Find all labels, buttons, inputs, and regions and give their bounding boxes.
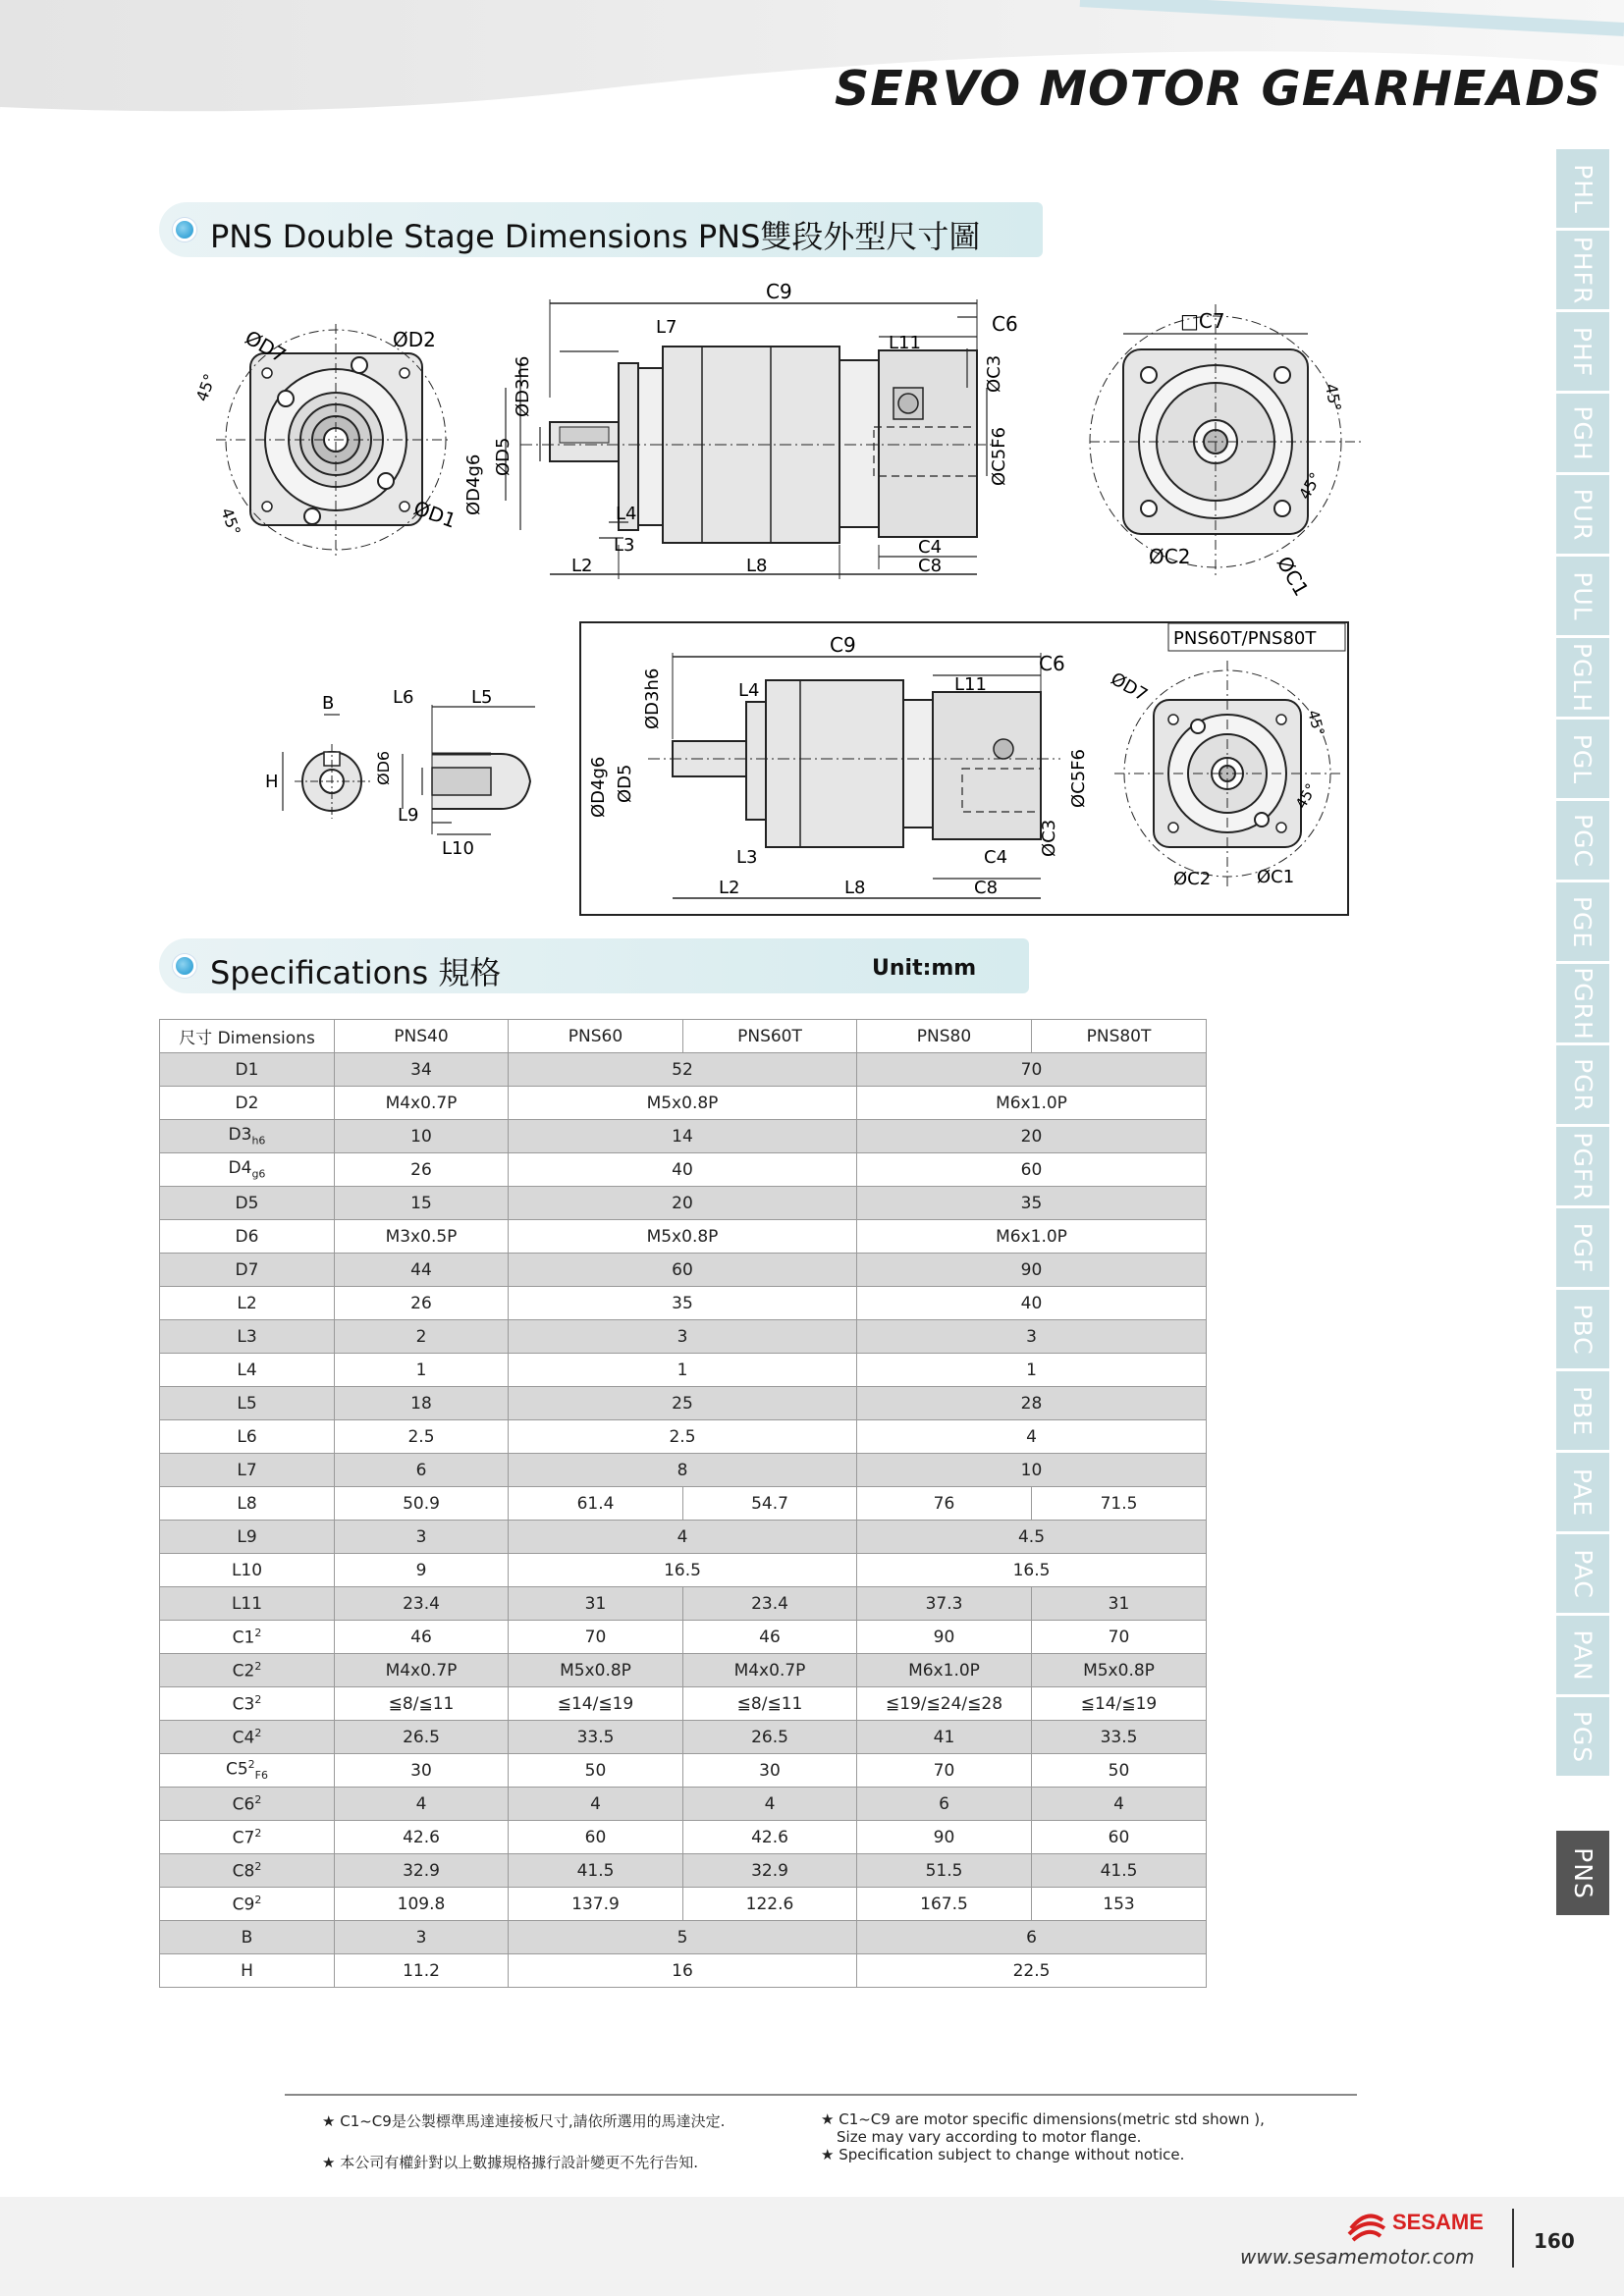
tab-label: PGLH	[1568, 642, 1597, 713]
tab-pul[interactable]	[1556, 557, 1609, 635]
table-cell: 30	[683, 1754, 857, 1788]
table-row	[160, 1053, 1207, 1087]
row-label: $C8^2$	[160, 1854, 335, 1888]
row-label: L5	[160, 1387, 335, 1420]
table-cell: 26.5	[683, 1721, 857, 1754]
row-label: $D4_{g6}$	[160, 1153, 335, 1187]
section-header-dimensions	[159, 202, 1043, 257]
label-l11-alt: L11	[954, 674, 987, 695]
label-l7: L7	[656, 317, 677, 338]
table-row	[160, 1320, 1207, 1354]
table-cell: 1	[335, 1354, 509, 1387]
page-title: SERVO MOTOR GEARHEADS	[835, 61, 1602, 117]
table-cell: 41.5	[509, 1854, 683, 1888]
table-row	[160, 1921, 1207, 1954]
row-label: D1	[160, 1053, 335, 1087]
table-cell: ≦14/≦19	[1032, 1687, 1207, 1721]
table-cell: 6	[857, 1921, 1207, 1954]
table-row	[160, 1687, 1207, 1721]
row-label: L4	[160, 1354, 335, 1387]
label-d2: ØD2	[393, 328, 436, 351]
table-cell: 10	[857, 1454, 1207, 1487]
table-cell: 31	[1032, 1587, 1207, 1621]
table-cell: ≦8/≦11	[335, 1687, 509, 1721]
table-cell: 31	[509, 1587, 683, 1621]
label-c7: □C7	[1180, 309, 1225, 333]
table-cell: M5x0.8P	[509, 1087, 857, 1120]
brand-name: SESAME	[1392, 2210, 1484, 2234]
label-c5: ØC5F6	[989, 427, 1009, 486]
unit-label: Unit:mm	[872, 956, 977, 981]
label-d1: ØD1	[410, 496, 460, 533]
page-number-divider	[1512, 2209, 1514, 2268]
table-cell: 25	[509, 1387, 857, 1420]
table-row	[160, 1587, 1207, 1621]
table-cell: 50	[1032, 1754, 1207, 1788]
tab-pac[interactable]	[1556, 1534, 1609, 1613]
label-45-lower-right: 45°	[1295, 468, 1326, 503]
tab-pgr[interactable]	[1556, 1045, 1609, 1124]
label-l9: L9	[398, 805, 419, 826]
table-cell: 46	[335, 1621, 509, 1654]
label-45-lower: 45°	[217, 505, 244, 539]
table-cell: 4	[1032, 1788, 1207, 1821]
label-l2: L2	[571, 556, 593, 576]
table-cell: 16.5	[857, 1554, 1207, 1587]
table-cell: 109.8	[335, 1888, 509, 1921]
label-c5-alt: ØC5F6	[1068, 749, 1089, 808]
table-row	[160, 1654, 1207, 1687]
table-cell: 10	[335, 1120, 509, 1153]
table-row	[160, 1354, 1207, 1387]
table-cell: 15	[335, 1187, 509, 1220]
table-cell: 153	[1032, 1888, 1207, 1921]
section-header-specifications	[159, 938, 1029, 993]
label-d5-alt: ØD5	[615, 764, 635, 803]
label-c6: C6	[992, 312, 1018, 336]
table-cell: 35	[509, 1287, 857, 1320]
table-cell: M6x1.0P	[857, 1654, 1032, 1687]
tab-phf[interactable]	[1556, 312, 1609, 391]
table-row	[160, 1387, 1207, 1420]
label-45-upper: 45°	[191, 371, 220, 404]
row-label: L10	[160, 1554, 335, 1587]
tab-label: PGF	[1568, 1222, 1597, 1273]
label-c8: C8	[918, 556, 943, 576]
tab-pbe[interactable]	[1556, 1371, 1609, 1450]
table-cell: 20	[509, 1187, 857, 1220]
table-cell: 42.6	[683, 1821, 857, 1854]
table-cell: 40	[509, 1153, 857, 1187]
section-title: PNS Double Stage Dimensions PNS雙段外型尺寸圖	[210, 218, 981, 255]
table-row	[160, 1888, 1207, 1921]
table-cell: 8	[509, 1454, 857, 1487]
table-row	[160, 1754, 1207, 1788]
table-row	[160, 1153, 1207, 1187]
table-cell: 16	[509, 1954, 857, 1988]
table-cell: 4	[335, 1788, 509, 1821]
tab-phl[interactable]	[1556, 149, 1609, 228]
label-l5: L5	[471, 687, 493, 708]
table-cell: 71.5	[1032, 1487, 1207, 1521]
tab-pgs[interactable]	[1556, 1697, 1609, 1776]
label-c2: ØC2	[1149, 545, 1191, 568]
table-cell: 4	[509, 1788, 683, 1821]
tab-label: PGRH	[1568, 966, 1597, 1041]
table-header-cell: 尺寸 Dimensions	[160, 1020, 335, 1053]
label-c2-alt: ØC2	[1173, 869, 1212, 889]
row-label: $C1^2$	[160, 1621, 335, 1654]
label-c3-alt: ØC3	[1039, 819, 1059, 857]
table-cell: 54.7	[683, 1487, 857, 1521]
bullet-icon	[173, 954, 196, 978]
table-cell: 2.5	[509, 1420, 857, 1454]
note-en-1b: Size may vary according to motor flange.	[837, 2128, 1142, 2146]
table-cell: 167.5	[857, 1888, 1032, 1921]
table-cell: 28	[857, 1387, 1207, 1420]
row-label: D2	[160, 1087, 335, 1120]
tab-label: PGE	[1568, 895, 1597, 948]
label-d5: ØD5	[493, 437, 514, 476]
table-row	[160, 1721, 1207, 1754]
table-cell: 3	[509, 1320, 857, 1354]
tab-label: PHF	[1568, 326, 1597, 377]
table-cell: 60	[1032, 1821, 1207, 1854]
tab-pgc[interactable]	[1556, 801, 1609, 880]
label-45-alt-lower: 45°	[1291, 779, 1321, 812]
table-row	[160, 1487, 1207, 1521]
tab-pan[interactable]	[1556, 1616, 1609, 1694]
table-row	[160, 1287, 1207, 1320]
table-cell: 3	[857, 1320, 1207, 1354]
table-cell: 3	[335, 1521, 509, 1554]
label-c1-alt: ØC1	[1257, 867, 1295, 887]
tab-label: PUR	[1568, 488, 1597, 541]
row-label: $C5^2_{F6}$	[160, 1754, 335, 1788]
table-cell: 14	[509, 1120, 857, 1153]
row-label: L6	[160, 1420, 335, 1454]
table-cell: 76	[857, 1487, 1032, 1521]
table-cell: 5	[509, 1921, 857, 1954]
table-cell: 4	[857, 1420, 1207, 1454]
tab-label: PGFR	[1568, 1131, 1597, 1201]
table-cell: 61.4	[509, 1487, 683, 1521]
table-header-row	[160, 1020, 1207, 1053]
row-label: $C3^2$	[160, 1687, 335, 1721]
label-d3: ØD3h6	[513, 355, 533, 417]
tab-pgf[interactable]	[1556, 1208, 1609, 1287]
table-cell: 4	[683, 1788, 857, 1821]
table-row	[160, 1254, 1207, 1287]
section-title: Specifications 規格	[210, 954, 502, 991]
label-l3: L3	[614, 535, 635, 556]
table-header-cell: PNS80	[857, 1020, 1032, 1053]
table-cell: 90	[857, 1821, 1032, 1854]
note-en-1a: ★ C1~C9 are motor specific dimensions(metric std shown ),	[821, 2110, 1265, 2128]
table-cell: 16.5	[509, 1554, 857, 1587]
table-cell: 2	[335, 1320, 509, 1354]
table-row	[160, 1854, 1207, 1888]
side-view-labels	[461, 280, 1018, 598]
tab-phfr[interactable]	[1556, 231, 1609, 309]
table-cell: 2.5	[335, 1420, 509, 1454]
table-cell: 90	[857, 1621, 1032, 1654]
row-label: L2	[160, 1287, 335, 1320]
label-d7: ØD7	[241, 325, 291, 368]
table-cell: M5x0.8P	[1032, 1654, 1207, 1687]
table-cell: 6	[335, 1454, 509, 1487]
table-cell: 34	[335, 1053, 509, 1087]
notes-divider	[285, 2094, 1357, 2096]
table-cell: 30	[335, 1754, 509, 1788]
table-cell: 3	[335, 1921, 509, 1954]
table-cell: M3x0.5P	[335, 1220, 509, 1254]
label-l4: L4	[616, 504, 637, 524]
table-row	[160, 1454, 1207, 1487]
table-cell: 70	[857, 1754, 1032, 1788]
table-cell: 137.9	[509, 1888, 683, 1921]
table-cell: M5x0.8P	[509, 1220, 857, 1254]
label-h: H	[265, 772, 279, 792]
table-cell: 70	[509, 1621, 683, 1654]
tab-label: PHFR	[1568, 236, 1597, 304]
table-cell: 122.6	[683, 1888, 857, 1921]
table-cell: M4x0.7P	[335, 1654, 509, 1687]
table-cell: 42.6	[335, 1821, 509, 1854]
tab-label: PBC	[1568, 1303, 1597, 1356]
table-cell: 4.5	[857, 1521, 1207, 1554]
table-cell: 46	[683, 1621, 857, 1654]
table-cell: 70	[857, 1053, 1207, 1087]
label-c4-alt: C4	[984, 847, 1008, 868]
label-c8-alt: C8	[974, 878, 999, 898]
label-d4-alt: ØD4g6	[588, 756, 609, 818]
tab-label: PGR	[1568, 1057, 1597, 1112]
table-row	[160, 1954, 1207, 1988]
website[interactable]: www.sesamemotor.com	[1240, 2245, 1475, 2269]
table-row	[160, 1821, 1207, 1854]
table-cell: ≦8/≦11	[683, 1687, 857, 1721]
table-cell: 50	[509, 1754, 683, 1788]
page-number: 160	[1534, 2229, 1575, 2253]
table-cell: 9	[335, 1554, 509, 1587]
table-row	[160, 1220, 1207, 1254]
tab-pgh[interactable]	[1556, 394, 1609, 472]
tab-label: PGL	[1568, 733, 1597, 784]
label-d3-alt: ØD3h6	[642, 667, 663, 729]
label-l2-alt: L2	[719, 878, 740, 898]
table-cell: 26.5	[335, 1721, 509, 1754]
row-label: D7	[160, 1254, 335, 1287]
table-cell: 60	[509, 1821, 683, 1854]
row-label: L9	[160, 1521, 335, 1554]
table-cell: 40	[857, 1287, 1207, 1320]
tab-pgfr[interactable]	[1556, 1127, 1609, 1205]
tab-pbc[interactable]	[1556, 1290, 1609, 1368]
table-header-cell: PNS60	[509, 1020, 683, 1053]
table-cell: 11.2	[335, 1954, 509, 1988]
table-cell: 6	[857, 1788, 1032, 1821]
table-cell: M6x1.0P	[857, 1220, 1207, 1254]
label-45-upper-right: 45°	[1322, 382, 1345, 413]
tab-pgrh[interactable]	[1556, 964, 1609, 1042]
table-cell: 22.5	[857, 1954, 1207, 1988]
table-cell: 33.5	[1032, 1721, 1207, 1754]
table-cell: 32.9	[683, 1854, 857, 1888]
bullet-icon	[173, 218, 196, 241]
label-c3: ØC3	[984, 354, 1004, 393]
table-row	[160, 1120, 1207, 1153]
tab-pgl[interactable]	[1556, 720, 1609, 798]
table-cell: 26	[335, 1153, 509, 1187]
label-c9: C9	[766, 280, 792, 303]
label-l10: L10	[442, 838, 474, 859]
row-label: $C4^2$	[160, 1721, 335, 1754]
tab-pge[interactable]	[1556, 882, 1609, 961]
tab-pns-active[interactable]	[1556, 1831, 1609, 1915]
tab-label: PGS	[1568, 1710, 1597, 1763]
sesame-logo-icon	[1345, 2207, 1388, 2242]
label-l3-alt: L3	[736, 847, 758, 868]
tab-label: PBE	[1568, 1385, 1597, 1436]
table-cell: 60	[857, 1153, 1207, 1187]
table-cell: 1	[509, 1354, 857, 1387]
label-l11: L11	[889, 333, 921, 353]
row-label: $C2^2$	[160, 1654, 335, 1687]
label-l8: L8	[746, 556, 768, 576]
label-d4: ØD4g6	[463, 454, 484, 515]
product-tabs	[1556, 149, 1609, 1918]
label-c6-alt: C6	[1039, 652, 1065, 675]
row-label: $C7^2$	[160, 1821, 335, 1854]
table-row	[160, 1420, 1207, 1454]
row-label: L11	[160, 1587, 335, 1621]
table-cell: ≦19/≦24/≦28	[857, 1687, 1032, 1721]
table-cell: 70	[1032, 1621, 1207, 1654]
flange-view-labels	[1090, 304, 1384, 603]
tab-label: PAE	[1568, 1468, 1597, 1517]
table-row	[160, 1788, 1207, 1821]
tab-label: PNS	[1568, 1846, 1597, 1899]
table-cell: ≦14/≦19	[509, 1687, 683, 1721]
label-l6: L6	[393, 687, 414, 708]
row-label: $C9^2$	[160, 1888, 335, 1921]
table-cell: 23.4	[335, 1587, 509, 1621]
row-label: H	[160, 1954, 335, 1988]
table-cell: 4	[509, 1521, 857, 1554]
table-row	[160, 1521, 1207, 1554]
row-label: $D3_{h6}$	[160, 1120, 335, 1153]
tab-pur[interactable]	[1556, 475, 1609, 554]
tab-label: PAN	[1568, 1629, 1597, 1682]
label-c1: ØC1	[1272, 552, 1314, 601]
row-label: L7	[160, 1454, 335, 1487]
tab-pae[interactable]	[1556, 1453, 1609, 1531]
alt-model-labels	[579, 621, 1349, 920]
table-cell: 51.5	[857, 1854, 1032, 1888]
table-cell: 50.9	[335, 1487, 509, 1521]
table-header-cell: PNS40	[335, 1020, 509, 1053]
table-cell: 18	[335, 1387, 509, 1420]
shaft-detail-labels	[255, 687, 569, 868]
tab-label: PHL	[1568, 163, 1597, 214]
table-cell: 37.3	[857, 1587, 1032, 1621]
label-d7-alt: ØD7	[1107, 668, 1152, 707]
table-cell: 1	[857, 1354, 1207, 1387]
note-en-2: ★ Specification subject to change without notice.	[821, 2146, 1185, 2163]
note-zh-1: ★ C1~C9是公製標準馬達連接板尺寸,請依所選用的馬達決定.	[322, 2112, 726, 2130]
label-l4-alt: L4	[738, 680, 760, 701]
table-cell: M6x1.0P	[857, 1087, 1207, 1120]
table-row	[160, 1621, 1207, 1654]
row-label: B	[160, 1921, 335, 1954]
label-b: B	[322, 693, 335, 714]
table-cell: 26	[335, 1287, 509, 1320]
row-label: D5	[160, 1187, 335, 1220]
note-zh-2: ★ 本公司有權針對以上數據規格據行設計變更不先行告知.	[322, 2154, 698, 2171]
label-c9-alt: C9	[830, 633, 856, 657]
label-45-alt-upper: 45°	[1304, 708, 1328, 738]
table-cell: 52	[509, 1053, 857, 1087]
table-cell: 44	[335, 1254, 509, 1287]
table-cell: 33.5	[509, 1721, 683, 1754]
table-row	[160, 1187, 1207, 1220]
spec-table	[159, 1019, 1207, 1988]
label-l8-alt: L8	[844, 878, 866, 898]
row-label: D6	[160, 1220, 335, 1254]
table-cell: 23.4	[683, 1587, 857, 1621]
label-model-box: PNS60T/PNS80T	[1173, 628, 1317, 649]
table-cell: 41.5	[1032, 1854, 1207, 1888]
table-cell: 20	[857, 1120, 1207, 1153]
table-cell: M5x0.8P	[509, 1654, 683, 1687]
tab-pglh[interactable]	[1556, 638, 1609, 717]
table-cell: M4x0.7P	[335, 1087, 509, 1120]
table-cell: 60	[509, 1254, 857, 1287]
table-cell: 41	[857, 1721, 1032, 1754]
table-row	[160, 1554, 1207, 1587]
table-row	[160, 1087, 1207, 1120]
tab-label: PAC	[1568, 1548, 1597, 1599]
table-header-cell: PNS60T	[683, 1020, 857, 1053]
row-label: L8	[160, 1487, 335, 1521]
table-cell: 90	[857, 1254, 1207, 1287]
tab-label: PGH	[1568, 404, 1597, 461]
row-label: $C6^2$	[160, 1788, 335, 1821]
table-header-cell: PNS80T	[1032, 1020, 1207, 1053]
table-cell: 35	[857, 1187, 1207, 1220]
tab-label: PGC	[1568, 813, 1597, 868]
label-d6: ØD6	[374, 750, 393, 785]
table-cell: 32.9	[335, 1854, 509, 1888]
table-cell: M4x0.7P	[683, 1654, 857, 1687]
row-label: L3	[160, 1320, 335, 1354]
tab-label: PUL	[1568, 570, 1597, 621]
label-c4: C4	[918, 537, 943, 558]
